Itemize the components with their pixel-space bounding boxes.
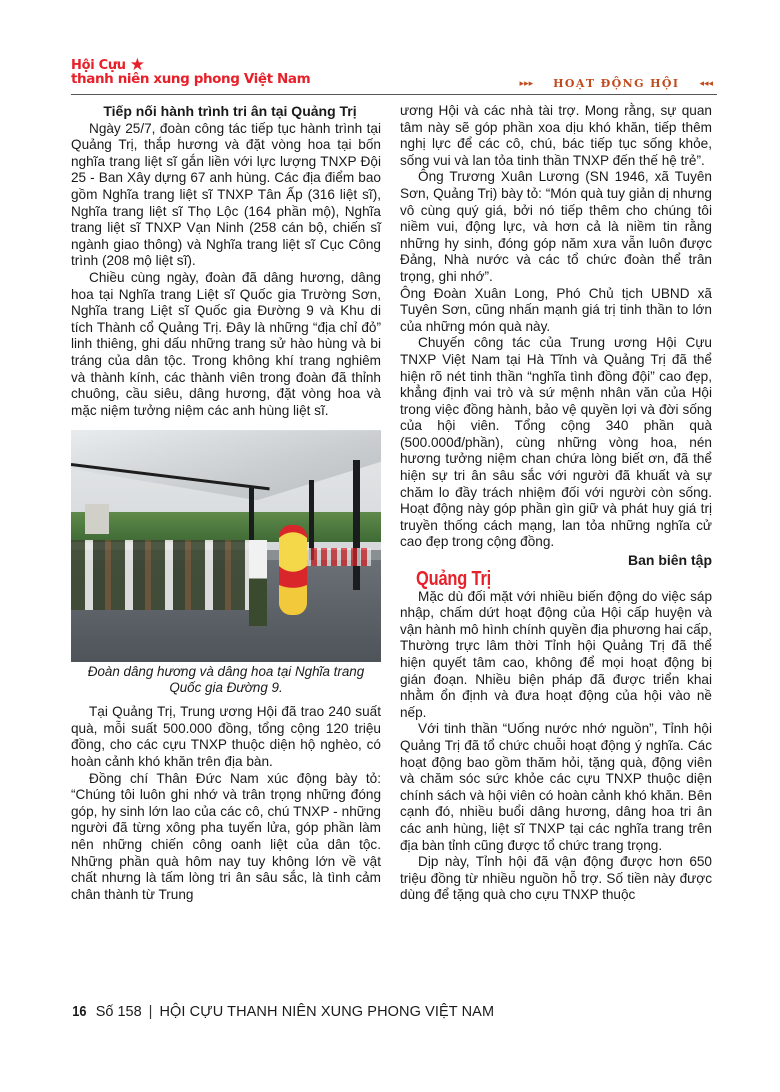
honor-guard (249, 540, 267, 626)
star-icon: ★ (129, 55, 145, 75)
issue-number: Số 158 (95, 1003, 142, 1020)
paragraph: Ngày 25/7, đoàn công tác tiếp tục hành trình tại Quảng Trị, thắp hương và đặt vòng hoa tại bốn nghĩa trang liệt sĩ gắn liền với lực lượng TNXP Đội 25 - Ban Xây dựng 67 anh hùng. Các địa điểm bao gồm Nghĩa trang liệt sĩ TNXP Tân Ấp (316 liệt sĩ), Nghĩa trang liệt sĩ Thọ Lộc (164 phần mộ), Nghĩa trang liệt sĩ TNXP Vạn Ninh (258 cán bộ, chiến sĩ ngành giao thông) và Nghĩa trang liệt sĩ Cục Công trình (208 mộ liệt sĩ). (71, 120, 381, 269)
paragraph: Tại Quảng Trị, Trung ương Hội đã trao 240 suất quà, mỗi suất 500.000 đồng, tổng cộng 120 triệu đồng, cho các cựu TNXP thuộc diện hộ nghèo, có hoàn cảnh khó khăn trên địa bàn. (71, 704, 381, 770)
section-label (520, 77, 713, 90)
logo-line-2: thanh niên xung phong Việt Nam (71, 71, 311, 87)
section-title: HOẠT ĐỘNG HỘI (553, 77, 680, 90)
paragraph: Ông Trương Xuân Lương (SN 1946, xã Tuyên Sơn, Quảng Trị) bày tỏ: “Món quà tuy giản dị nhưng vô cùng quý giá, bởi nó tiếp thêm cho chúng tôi niềm vui, động lực, và hơn cả là niềm tin rằng những hy sinh, đóng góp năm xưa vẫn luôn được Đảng, Nhà nước và các tổ chức đoàn thể trân trọng, ghi nhớ”. (400, 169, 712, 284)
publication-name: HỘI CỰU THANH NIÊN XUNG PHONG VIỆT NAM (159, 1003, 495, 1020)
paragraph: Dịp này, Tỉnh hội đã vận động được hơn 650 triệu đồng từ nhiều nguồn hỗ trợ. Số tiền này được dùng để tặng quà cho cựu TNXP thuộc (400, 854, 712, 903)
magazine-logo (71, 55, 311, 87)
delegation-group (71, 540, 261, 610)
masthead (71, 55, 717, 94)
page-footer (71, 1003, 494, 1020)
paragraph: Với tinh thần “Uống nước nhớ nguồn”, Tỉnh hội Quảng Trị đã tổ chức chuỗi hoạt động ý nghĩa. Các hoạt động bao gồm thăm hỏi, tặng quà, động viên và chăm sóc sức khỏe các cựu TNXP thuộc diện chính sách và hội viên có hoàn cảnh khó khăn. Bên cạnh đó, nhiều buổi dâng hương, dâng hoa tri ân các anh hùng, liệt sĩ TNXP tại các nghĩa trang trên địa bàn tỉnh cũng được tổ chức trang trọng. (400, 721, 712, 853)
arrows-right-icon: ▸▸▸ (519, 78, 534, 89)
header-divider (71, 94, 717, 95)
article-column-left (71, 103, 381, 903)
article-photo (71, 430, 381, 662)
paragraph: Chiều cùng ngày, đoàn đã dâng hương, dâng hoa tại Nghĩa trang Liệt sĩ Quốc gia Trường Sơn, Nghĩa trang Liệt sĩ Quốc gia Đường 9 và Khu di tích Thành cổ Quảng Trị. Đây là những “địa chỉ đỏ” linh thiêng, ghi dấu những trang sử hào hùng và bi tráng của dân tộc. Trong không khí trang nghiêm và thành kính, các thành viên trong đoàn đã thỉnh chuông, cầu siêu, dâng hương, đặt vòng hoa và mặc niệm tưởng niệm các anh hùng liệt sĩ. (71, 269, 381, 418)
page-number: 16 (72, 1003, 87, 1020)
paragraph: Ông Đoàn Xuân Long, Phó Chủ tịch UBND xã Tuyên Sơn, cũng nhấn mạnh giá trị tinh thần to lớn của những món quà này. (400, 285, 712, 334)
paragraph-continuation: ương Hội và các nhà tài trợ. Mong rằng, sự quan tâm này sẽ góp phần xoa dịu khó khăn, tiếp thêm nghị lực để các cô, chú, bác tiếp tục sống khỏe, sống vui và lan tỏa tinh thần TNXP đến thế hệ trẻ”. (400, 103, 712, 168)
paragraph: Chuyến công tác của Trung ương Hội Cựu TNXP Việt Nam tại Hà Tĩnh và Quảng Trị đã thể hiện rõ nét tinh thần “nghĩa tình đồng đội” cao đẹp, khẳng định vai trò và sứ mệnh nhân văn của Hội trong việc đồng hành, bảo vệ quyền lợi và đời sống của hội viên. Tổng cộng 340 phần quà (500.000đ/phần), cùng những vòng hoa, nén hương tưởng niệm chan chứa lòng biết ơn, đã thể hiện sự tri ân sâu sắc với người đã khuất và sự chăm lo đầy trách nhiệm đối với người còn sống. Hoạt động này góp phần gìn giữ và phát huy giá trị truyền thống cách mạng, lan tỏa những nghĩa cử cao đẹp trong cộng đồng. (400, 335, 712, 550)
arrows-left-icon: ◂◂◂ (699, 78, 713, 89)
article-column-right (400, 103, 712, 904)
paragraph: Đồng chí Thân Đức Nam xúc động bày tỏ: “Chúng tôi luôn ghi nhớ và trân trọng những đóng góp, hy sinh lớn lao của các cô, chú TNXP - những người đã từng xông pha tuyến lửa, góp phần làm nên những chiến công oanh liệt của dân tộc. Những phần quà hôm nay tuy không lớn về vật chất nhưng là tấm lòng tri ân sâu sắc, là tình cảm chân thành từ Trung (71, 770, 381, 902)
section-heading: Quảng Trị (416, 567, 492, 590)
footer-separator: | (148, 1003, 153, 1020)
article-subhead: Tiếp nối hành trình tri ân tại Quảng Trị (103, 103, 357, 119)
monument (85, 504, 109, 534)
photo-caption: Đoàn dâng hương và dâng hoa tại Nghĩa trang Quốc gia Đường 9. (87, 664, 365, 696)
author-signoff: Ban biên tập (627, 552, 712, 569)
logo-line-1: Hội Cựu (71, 58, 126, 73)
paragraph: Mặc dù đối mặt với nhiều biến động do việc sáp nhập, chấm dứt hoạt động của Hội cấp huyện và vận hành mô hình chính quyền địa phương hai cấp, Thường trực lâm thời Tỉnh hội Quảng Trị đã thể hiện quyết tâm cao, không để mọi hoạt động bị gián đoạn. Nhiều biện pháp đã được triển khai nhằm ổn định và đưa hoạt động của hội vào nề nếp. (400, 588, 713, 720)
flower-wreath (279, 525, 307, 615)
